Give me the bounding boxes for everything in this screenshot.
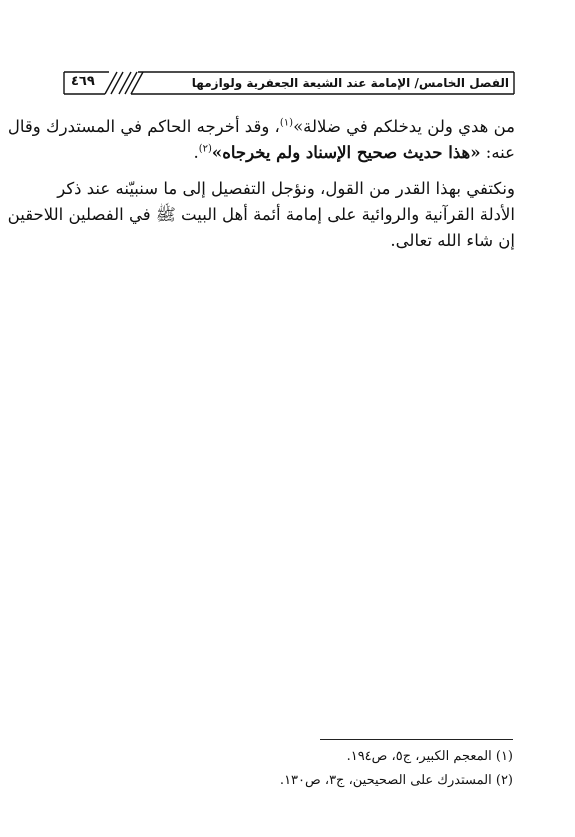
footnote-ref-1[interactable]: (١) (279, 117, 294, 129)
chapter-title: الفصل الخامس/ الإمامة عند الشيعة الجعفرية ولوازمها (191, 76, 509, 90)
text-segment: عنه: (480, 143, 515, 162)
footnote-1: (١) المعجم الكبير، ج٥، ص١٩٤. (346, 749, 513, 764)
footnote-ref-2[interactable]: (٢) (198, 143, 212, 155)
paragraph-2-line-3: إن شاء الله تعالى. (390, 231, 515, 250)
footnote-separator (320, 739, 513, 740)
quoted-text: «هذا حديث صحيح الإسناد ولم يخرجاه» (211, 143, 481, 162)
text-segment: من هدي ولن يدخلكم في ضلالة» (293, 117, 515, 136)
page-number: ٤٦٩ (71, 74, 95, 89)
paragraph-2 (7, 176, 515, 254)
text-segment: . (193, 143, 199, 162)
footnotes (213, 745, 513, 793)
paragraph-1 (7, 114, 515, 166)
footnote-2: (٢) المستدرك على الصحيحين، ج٣، ص١٣٠. (279, 773, 513, 788)
body-text (7, 114, 515, 264)
paragraph-2-line-1: ونكتفي بهذا القدر من القول، ونؤجل التفصيل إلى ما سنبيّنه عند ذكر (57, 179, 515, 198)
paragraph-1-line-2 (64, 140, 515, 166)
paragraph-1-line-1 (7, 114, 515, 140)
paragraph-2-line-2: الأدلة القرآنية والروائية على إمامة أئمة أهل البيت ﷺ في الفصلين اللاحقين (7, 205, 515, 224)
running-header (63, 71, 515, 95)
text-segment: ، وقد أخرجه الحاكم في المستدرك وقال (7, 117, 280, 136)
